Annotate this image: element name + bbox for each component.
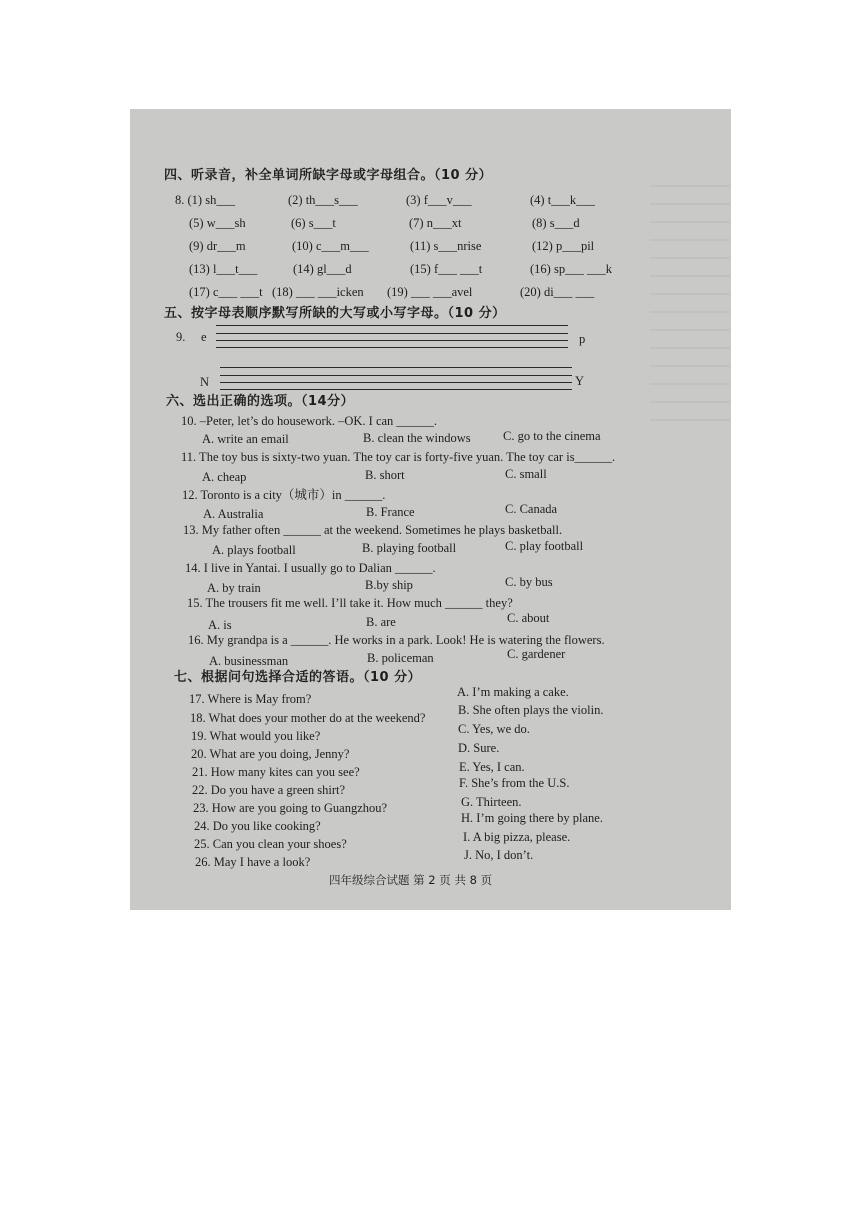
writing-line <box>216 325 568 326</box>
match-question: 24. Do you like cooking? <box>194 819 321 833</box>
option-c: C. gardener <box>507 647 566 661</box>
section-4-heading: 四、听录音，补全单词所缺字母或字母组合。（10 分） <box>164 168 493 183</box>
blank-item: (14) gl___d <box>293 262 352 276</box>
option-b: B. playing football <box>362 541 457 555</box>
option-a: A. Australia <box>203 507 264 521</box>
option-b: B. France <box>366 505 415 519</box>
match-answer: A. I’m making a cake. <box>457 685 569 699</box>
match-question: 18. What does your mother do at the weekend? <box>190 711 426 725</box>
writing-line <box>220 382 572 383</box>
option-a: A. businessman <box>209 654 289 668</box>
match-answer: H. I’m going there by plane. <box>461 811 603 825</box>
blank-item: (7) n___xt <box>409 216 462 230</box>
match-answer: J. No, I don’t. <box>464 848 534 862</box>
option-a: A. plays football <box>212 543 296 557</box>
option-a: A. cheap <box>202 470 247 484</box>
end-letter-upper: Y <box>575 374 585 388</box>
blank-item: (16) sp___ ___k <box>530 262 612 276</box>
blank-item: (4) t___k___ <box>530 193 595 207</box>
writing-line <box>216 333 568 334</box>
blank-item: (11) s___nrise <box>410 239 482 253</box>
writing-line <box>220 367 572 368</box>
section-5-heading: 五、按字母表顺序默写所缺的大写或小写字母。（10 分） <box>164 306 506 321</box>
match-question: 23. How are you going to Guangzhou? <box>193 801 388 815</box>
blank-item: (10) c___m___ <box>292 239 369 253</box>
match-answer: C. Yes, we do. <box>458 722 530 736</box>
page-footer: 四年级综合试题 第 2 页 共 8 页 <box>329 873 493 887</box>
match-question: 22. Do you have a green shirt? <box>192 783 346 797</box>
option-c: C. Canada <box>505 502 558 516</box>
option-b: B.by ship <box>365 578 413 592</box>
start-letter-lower: e <box>201 330 207 344</box>
option-c: C. go to the cinema <box>503 429 601 443</box>
writing-line <box>220 389 572 390</box>
question-text: 12. Toronto is a city（城市）in ______. <box>182 488 386 502</box>
blank-item: (5) w___sh <box>189 216 246 230</box>
blank-item: (3) f___v___ <box>406 193 472 207</box>
blank-item: (12) p___pil <box>532 239 595 253</box>
match-answer: F. She’s from the U.S. <box>459 776 570 790</box>
writing-line <box>216 347 568 348</box>
start-letter-upper: N <box>200 375 210 389</box>
blank-item: (8) s___d <box>532 216 580 230</box>
exam-page <box>130 109 731 910</box>
writing-line <box>220 375 572 376</box>
blank-item: (13) l___t___ <box>189 262 258 276</box>
question-number: 9. <box>176 330 186 344</box>
match-question: 17. Where is May from? <box>189 692 312 706</box>
writing-line <box>216 340 568 341</box>
option-b: B. policeman <box>367 651 434 665</box>
blank-item: (15) f___ ___t <box>410 262 483 276</box>
match-question: 21. How many kites can you see? <box>192 765 360 779</box>
option-a: A. write an email <box>202 432 289 446</box>
question-text: 10. –Peter, let’s do housework. –OK. I can ______. <box>181 414 438 428</box>
blank-item: 8. (1) sh___ <box>175 193 236 207</box>
blank-item: (9) dr___m <box>189 239 246 253</box>
question-text: 15. The trousers fit me well. I’ll take it. How much ______ they? <box>187 596 513 610</box>
section-6-heading: 六、选出正确的选项。（14分） <box>166 394 355 409</box>
end-letter-lower: p <box>579 332 586 346</box>
option-c: C. by bus <box>505 575 553 589</box>
match-answer: D. Sure. <box>458 741 500 755</box>
question-text: 16. My grandpa is a ______. He works in a park. Look! He is watering the flowers. <box>188 633 605 647</box>
question-text: 14. I live in Yantai. I usually go to Dalian ______. <box>185 561 436 575</box>
blank-item: (19) ___ ___avel <box>387 285 473 299</box>
match-answer: B. She often plays the violin. <box>458 703 604 717</box>
option-b: B. short <box>365 468 405 482</box>
option-a: A. by train <box>207 581 261 595</box>
match-question: 26. May I have a look? <box>195 855 311 869</box>
match-question: 19. What would you like? <box>191 729 321 743</box>
option-b: B. are <box>366 615 396 629</box>
section-7-heading: 七、根据问句选择合适的答语。（10 分） <box>174 670 422 685</box>
question-text: 13. My father often ______ at the weekend. Sometimes he plays basketball. <box>183 523 563 537</box>
option-c: C. small <box>505 467 547 481</box>
bleed-through <box>650 169 730 429</box>
match-answer: E. Yes, I can. <box>459 760 525 774</box>
blank-item: (6) s___t <box>291 216 336 230</box>
blank-item: (18) ___ ___icken <box>272 285 364 299</box>
match-answer: I. A big pizza, please. <box>463 830 571 844</box>
blank-item: (20) di___ ___ <box>520 285 595 299</box>
match-question: 20. What are you doing, Jenny? <box>191 747 350 761</box>
match-answer: G. Thirteen. <box>461 795 522 809</box>
option-a: A. is <box>208 618 232 632</box>
match-question: 25. Can you clean your shoes? <box>194 837 347 851</box>
blank-item: (17) c___ ___t <box>189 285 263 299</box>
option-b: B. clean the windows <box>363 431 471 445</box>
option-c: C. about <box>507 611 550 625</box>
question-text: 11. The toy bus is sixty-two yuan. The toy car is forty-five yuan. The toy car is______. <box>181 450 616 464</box>
option-c: C. play football <box>505 539 584 553</box>
blank-item: (2) th___s___ <box>288 193 358 207</box>
